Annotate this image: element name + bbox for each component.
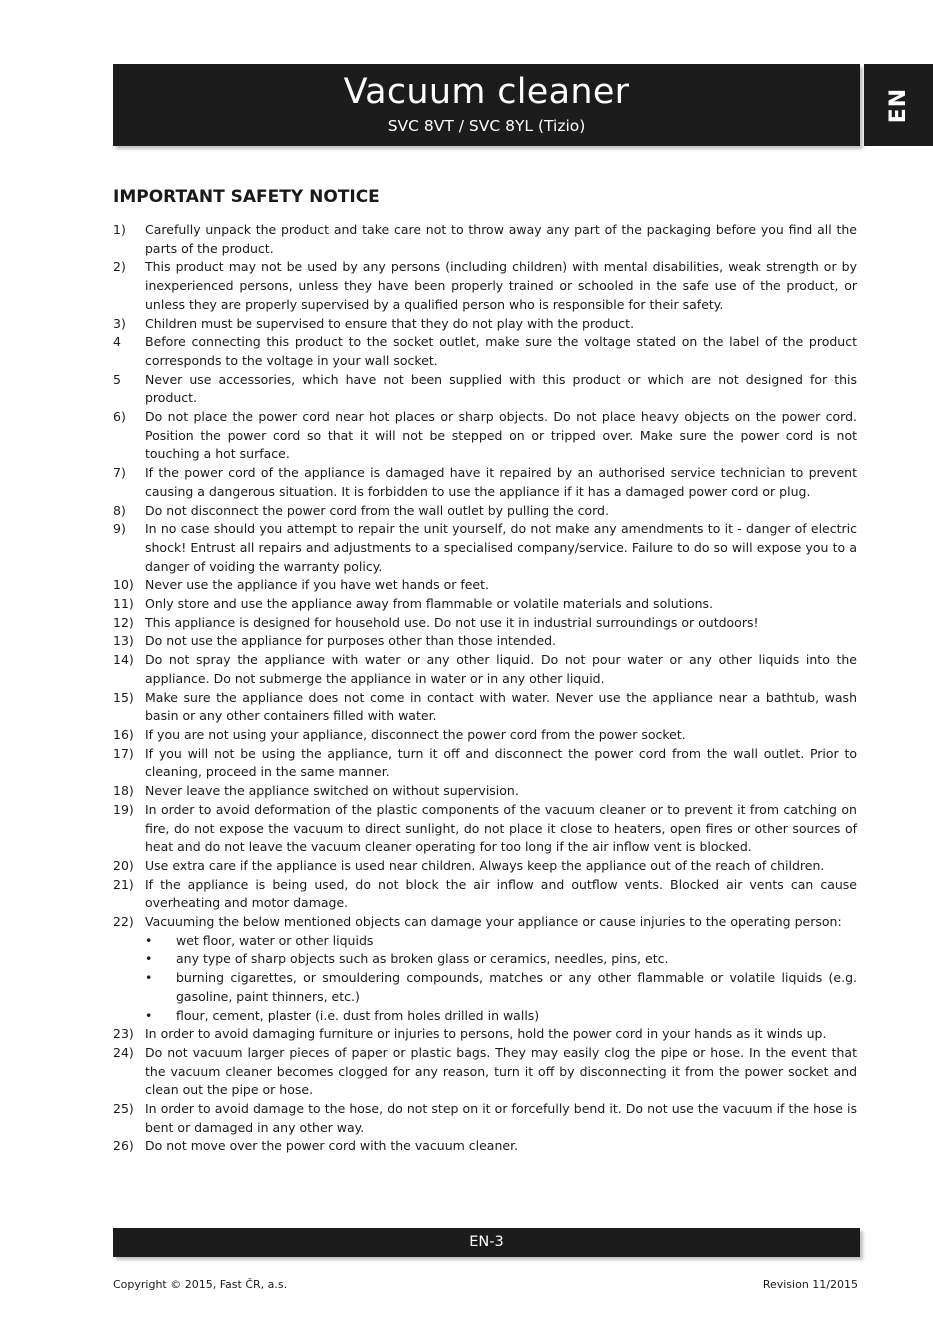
safety-notice-list: [113, 221, 857, 1156]
notice-number: 5: [113, 371, 121, 387]
notice-item: [113, 464, 857, 501]
hazard-bullet-text: burning cigarettes, or smouldering compounds, matches or any other flammable or volatile liquids (e.g. gasoline, paint thinners, etc.): [176, 970, 857, 1004]
notice-number: 21): [113, 876, 134, 892]
hazard-bullet-item: [145, 932, 857, 951]
hazard-bullet-text: any type of sharp objects such as broken glass or ceramics, needles, pins, etc.: [176, 951, 669, 967]
notice-text: In order to avoid damage to the hose, do not step on it or forcefully bend it. Do not use the vacuum if the hose is bent or damaged in any other way.: [145, 1101, 857, 1135]
notice-item: [113, 651, 857, 688]
notice-number: 17): [113, 745, 134, 761]
notice-item: [113, 1044, 857, 1100]
notice-item: [113, 632, 857, 651]
notice-item: [113, 782, 857, 801]
notice-text: Do not move over the power cord with the vacuum cleaner.: [145, 1138, 519, 1154]
notice-number: 2): [113, 259, 126, 275]
notice-text: Do not spray the appliance with water or any other liquid. Do not pour water or any other liquids into the appliance. Do not submerge the appliance in water or in any other liquid.: [145, 652, 857, 686]
notice-number: 11): [113, 596, 134, 612]
notice-text: If the appliance is being used, do not block the air inflow and outflow vents. Blocked air vents can cause overheating and motor damage.: [145, 876, 857, 911]
model-subtitle: SVC 8VT / SVC 8YL (Tizio): [387, 117, 586, 135]
notice-item: [113, 1100, 857, 1137]
notice-number: 8): [113, 502, 126, 518]
notice-text: Never use accessories, which have not been supplied with this product or which are not designed for this product.: [145, 371, 857, 406]
notice-text: Never use the appliance if you have wet hands or feet.: [145, 577, 489, 593]
notice-number: 25): [113, 1101, 134, 1117]
notice-item: [113, 726, 857, 745]
notice-text: If the power cord of the appliance is damaged have it repaired by an authorised service technician to prevent causing a dangerous situation. It is forbidden to use the appliance if it has a damaged power cord or plug.: [145, 465, 857, 499]
notice-item: [113, 408, 857, 464]
notice-item: [113, 801, 857, 857]
notice-number: 13): [113, 633, 134, 649]
hazard-bullet-item: [145, 950, 857, 969]
notice-item: [113, 221, 857, 258]
notice-text: Do not use the appliance for purposes other than those intended.: [145, 633, 557, 649]
bullet-icon: •: [145, 1007, 153, 1023]
notice-text: Do not vacuum larger pieces of paper or plastic bags. They may easily clog the pipe or hose. In the event that the vacuum cleaner becomes clogged for any reason, turn it off by disconnecting it from the power socket and clean out the pipe or hose.: [145, 1044, 857, 1098]
notice-item: [113, 1025, 857, 1044]
notice-item: [113, 857, 857, 876]
notice-item: [113, 876, 857, 913]
notice-number: 18): [113, 783, 134, 799]
notice-item: [113, 315, 857, 334]
notice-text: Only store and use the appliance away from flammable or volatile materials and solutions.: [145, 596, 714, 612]
hazard-bullet-text: wet floor, water or other liquids: [176, 932, 374, 948]
notice-item: [113, 371, 857, 408]
notice-number: 22): [113, 914, 134, 930]
language-tab: [864, 64, 933, 146]
notice-text: In order to avoid damaging furniture or injuries to persons, hold the power cord in your hands as it winds up.: [145, 1026, 827, 1042]
bullet-icon: •: [145, 951, 153, 967]
notice-text: Before connecting this product to the socket outlet, make sure the voltage stated on the label of the product corresponds to the voltage in your wall socket.: [145, 334, 857, 368]
notice-text: Never leave the appliance switched on without supervision.: [145, 783, 519, 799]
notice-number: 24): [113, 1044, 134, 1060]
notice-item: [113, 520, 857, 576]
notice-item: [113, 333, 857, 370]
page-number: EN-3: [469, 1234, 504, 1250]
notice-item: [113, 913, 857, 1025]
notice-text: Vacuuming the below mentioned objects can damage your appliance or cause injuries to the operating person:: [145, 914, 842, 930]
notice-text: Children must be supervised to ensure that they do not play with the product.: [145, 315, 635, 331]
title-banner: [113, 64, 860, 146]
notice-item: [113, 258, 857, 314]
notice-text: Do not disconnect the power cord from the wall outlet by pulling the cord.: [145, 502, 609, 518]
notice-number: 1): [113, 222, 126, 237]
notice-number: 19): [113, 801, 134, 817]
notice-number: 12): [113, 614, 134, 630]
notice-item: [113, 1137, 857, 1156]
hazard-bullet-text: flour, cement, plaster (i.e. dust from holes drilled in walls): [176, 1007, 540, 1023]
notice-text: This product may not be used by any persons (including children) with mental disabilities, weak strength or by inexperienced persons, unless they have been properly trained or schooled in the safe use of the product, or unless they are properly supervised by a qualified person who is responsible for their safety.: [145, 259, 857, 312]
notice-number: 9): [113, 521, 126, 537]
document-title: Vacuum cleaner: [343, 72, 630, 112]
notice-number: 20): [113, 857, 134, 873]
revision-text: Revision 11/2015: [762, 1278, 858, 1291]
notice-number: 10): [113, 577, 134, 593]
notice-number: 23): [113, 1026, 134, 1042]
notice-text: If you are not using your appliance, disconnect the power cord from the power socket.: [145, 726, 686, 742]
notice-number: 14): [113, 652, 134, 668]
notice-item: [113, 576, 857, 595]
notice-number: 16): [113, 726, 134, 742]
notice-item: [113, 745, 857, 782]
notice-item: [113, 502, 857, 521]
notice-text: This appliance is designed for household use. Do not use it in industrial surroundings or outdoors!: [145, 614, 759, 630]
notice-text: In no case should you attempt to repair the unit yourself, do not make any amendments to it - danger of electric shock! Entrust all repairs and adjustments to a specialised company/service. Failure to do so will expose you to a danger of voiding the warranty policy.: [145, 521, 857, 574]
notice-text: Make sure the appliance does not come in contact with water. Never use the appliance near a bathtub, wash basin or any other containers filled with water.: [145, 689, 857, 724]
notice-text: Carefully unpack the product and take care not to throw away any part of the packaging before you find all the parts of the product.: [145, 222, 857, 256]
hazard-bullet-list: [145, 932, 857, 1026]
bullet-icon: •: [145, 932, 153, 948]
notice-text: Use extra care if the appliance is used near children. Always keep the appliance out of the reach of children.: [145, 857, 825, 873]
notice-number: 4: [113, 334, 121, 350]
notice-number: 15): [113, 689, 134, 705]
bullet-icon: •: [145, 970, 153, 986]
notice-number: 26): [113, 1138, 134, 1154]
notice-text: Do not place the power cord near hot places or sharp objects. Do not place heavy objects on the power cord. Position the power cord so that it will not be stepped on or tripped over. Make sure the power cord is not touching a hot surface.: [145, 409, 857, 462]
hazard-bullet-item: [145, 969, 857, 1006]
notice-number: 3): [113, 315, 126, 331]
notice-item: [113, 614, 857, 633]
page-number-bar: [113, 1228, 860, 1257]
section-heading: IMPORTANT SAFETY NOTICE: [113, 187, 380, 207]
notice-item: [113, 689, 857, 726]
copyright-text: Copyright © 2015, Fast ČR, a.s.: [113, 1278, 288, 1291]
language-tab-label: EN: [885, 87, 911, 123]
notice-number: 7): [113, 465, 126, 481]
hazard-bullet-item: [145, 1007, 857, 1026]
notice-number: 6): [113, 409, 126, 425]
notice-text: If you will not be using the appliance, turn it off and disconnect the power cord from the wall outlet. Prior to cleaning, proceed in the same manner.: [145, 745, 857, 780]
notice-item: [113, 595, 857, 614]
notice-text: In order to avoid deformation of the plastic components of the vacuum cleaner or to prevent it from catching on fire, do not expose the vacuum to direct sunlight, do not place it close to heaters, open fires or other sources of heat and do not leave the vacuum cleaner operating for too long if the air inflow vent is blocked.: [145, 801, 857, 855]
